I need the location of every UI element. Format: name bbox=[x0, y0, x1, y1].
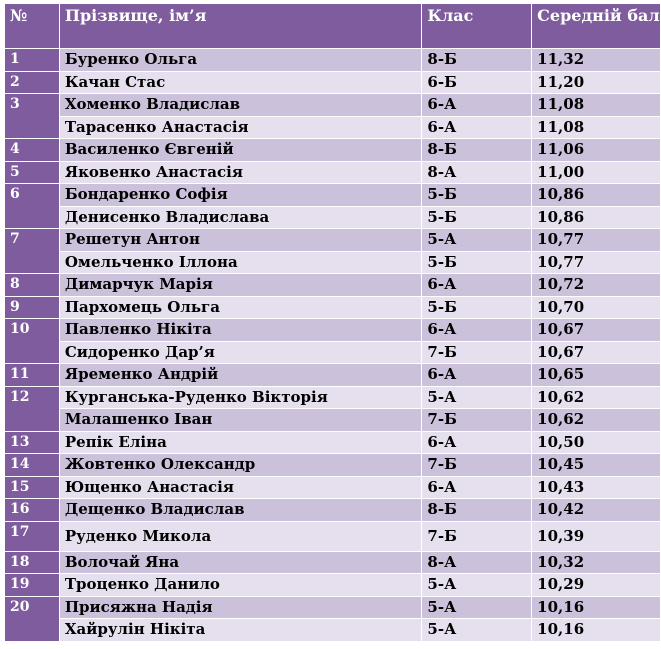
rank-cell: 10 bbox=[5, 319, 60, 364]
table-row bbox=[5, 229, 661, 252]
class-cell: 8-А bbox=[422, 161, 532, 184]
ranking-table bbox=[4, 3, 661, 642]
score-cell: 10,67 bbox=[532, 319, 661, 342]
class-cell: 7-Б bbox=[422, 521, 532, 551]
class-cell: 6-А bbox=[422, 476, 532, 499]
student-name-cell: Яременко Андрій bbox=[59, 364, 422, 387]
table-row bbox=[5, 184, 661, 207]
class-cell: 7-Б bbox=[422, 341, 532, 364]
class-cell: 8-Б bbox=[422, 49, 532, 72]
rank-cell: 8 bbox=[5, 274, 60, 297]
table-row bbox=[5, 386, 661, 409]
student-name-cell: Малашенко Іван bbox=[59, 409, 422, 432]
class-cell: 6-А bbox=[422, 319, 532, 342]
student-name-cell: Присяжна Надія bbox=[59, 596, 422, 619]
student-name-cell: Качан Стас bbox=[59, 71, 422, 94]
student-name-cell: Димарчук Марія bbox=[59, 274, 422, 297]
student-name-cell: Жовтенко Олександр bbox=[59, 454, 422, 477]
rank-cell: 3 bbox=[5, 94, 60, 139]
rank-cell: 17 bbox=[5, 521, 60, 551]
rank-cell: 14 bbox=[5, 454, 60, 477]
rank-cell: 9 bbox=[5, 296, 60, 319]
class-cell: 5-А bbox=[422, 386, 532, 409]
score-cell: 10,45 bbox=[532, 454, 661, 477]
score-cell: 10,86 bbox=[532, 184, 661, 207]
rank-cell: 15 bbox=[5, 476, 60, 499]
class-cell: 7-Б bbox=[422, 409, 532, 432]
student-name-cell: Пархомець Ольга bbox=[59, 296, 422, 319]
class-cell: 5-А bbox=[422, 229, 532, 252]
table-row bbox=[5, 364, 661, 387]
table-row bbox=[5, 521, 661, 551]
score-cell: 10,86 bbox=[532, 206, 661, 229]
table-row bbox=[5, 274, 661, 297]
student-name-cell: Буренко Ольга bbox=[59, 49, 422, 72]
score-cell: 11,20 bbox=[532, 71, 661, 94]
class-cell: 8-А bbox=[422, 551, 532, 574]
table-row bbox=[5, 161, 661, 184]
score-cell: 10,50 bbox=[532, 431, 661, 454]
student-name-cell: Решетун Антон bbox=[59, 229, 422, 252]
score-cell: 11,08 bbox=[532, 94, 661, 117]
class-cell: 5-Б bbox=[422, 206, 532, 229]
student-name-cell: Василенко Євгеній bbox=[59, 139, 422, 162]
student-name-cell: Репік Еліна bbox=[59, 431, 422, 454]
rank-cell: 12 bbox=[5, 386, 60, 431]
rank-cell: 19 bbox=[5, 574, 60, 597]
class-cell: 6-Б bbox=[422, 71, 532, 94]
score-cell: 10,72 bbox=[532, 274, 661, 297]
class-cell: 7-Б bbox=[422, 454, 532, 477]
student-name-cell: Ющенко Анастасія bbox=[59, 476, 422, 499]
class-cell: 8-Б bbox=[422, 499, 532, 522]
score-cell: 10,77 bbox=[532, 251, 661, 274]
student-name-cell: Хоменко Владислав bbox=[59, 94, 422, 117]
score-cell: 10,16 bbox=[532, 619, 661, 642]
student-name-cell: Павленко Нікіта bbox=[59, 319, 422, 342]
student-name-cell: Хайрулін Нікіта bbox=[59, 619, 422, 642]
class-cell: 5-А bbox=[422, 574, 532, 597]
table-row bbox=[5, 409, 661, 432]
class-cell: 5-Б bbox=[422, 296, 532, 319]
student-name-cell: Яковенко Анастасія bbox=[59, 161, 422, 184]
student-name-cell: Тарасенко Анастасія bbox=[59, 116, 422, 139]
score-cell: 10,62 bbox=[532, 409, 661, 432]
header-score: Середній бал bbox=[532, 4, 661, 49]
class-cell: 5-Б bbox=[422, 251, 532, 274]
rank-cell: 1 bbox=[5, 49, 60, 72]
table-row bbox=[5, 551, 661, 574]
table-row bbox=[5, 454, 661, 477]
class-cell: 5-А bbox=[422, 619, 532, 642]
header-name: Прізвище, ім’я bbox=[59, 4, 422, 49]
score-cell: 10,29 bbox=[532, 574, 661, 597]
score-cell: 10,67 bbox=[532, 341, 661, 364]
class-cell: 5-Б bbox=[422, 184, 532, 207]
rank-cell: 7 bbox=[5, 229, 60, 274]
table-row bbox=[5, 341, 661, 364]
table-row bbox=[5, 619, 661, 642]
class-cell: 6-А bbox=[422, 116, 532, 139]
score-cell: 11,06 bbox=[532, 139, 661, 162]
score-cell: 10,43 bbox=[532, 476, 661, 499]
rank-cell: 5 bbox=[5, 161, 60, 184]
rank-cell: 2 bbox=[5, 71, 60, 94]
table-row bbox=[5, 319, 661, 342]
student-name-cell: Троценко Данило bbox=[59, 574, 422, 597]
score-cell: 11,32 bbox=[532, 49, 661, 72]
header-class: Клас bbox=[422, 4, 532, 49]
table-row bbox=[5, 476, 661, 499]
student-name-cell: Руденко Микола bbox=[59, 521, 422, 551]
table-row bbox=[5, 574, 661, 597]
student-name-cell: Волочай Яна bbox=[59, 551, 422, 574]
rank-cell: 4 bbox=[5, 139, 60, 162]
score-cell: 10,62 bbox=[532, 386, 661, 409]
score-cell: 10,42 bbox=[532, 499, 661, 522]
score-cell: 10,16 bbox=[532, 596, 661, 619]
class-cell: 6-А bbox=[422, 431, 532, 454]
student-name-cell: Дещенко Владислав bbox=[59, 499, 422, 522]
class-cell: 8-Б bbox=[422, 139, 532, 162]
rank-cell: 13 bbox=[5, 431, 60, 454]
table-row bbox=[5, 206, 661, 229]
student-name-cell: Бондаренко Софія bbox=[59, 184, 422, 207]
table-row bbox=[5, 251, 661, 274]
table-row bbox=[5, 94, 661, 117]
score-cell: 10,32 bbox=[532, 551, 661, 574]
rank-cell: 20 bbox=[5, 596, 60, 641]
class-cell: 6-А bbox=[422, 94, 532, 117]
score-cell: 10,65 bbox=[532, 364, 661, 387]
student-name-cell: Сидоренко Дар’я bbox=[59, 341, 422, 364]
score-cell: 11,00 bbox=[532, 161, 661, 184]
rank-cell: 18 bbox=[5, 551, 60, 574]
class-cell: 5-А bbox=[422, 596, 532, 619]
rank-cell: 6 bbox=[5, 184, 60, 229]
table-row bbox=[5, 596, 661, 619]
table-row bbox=[5, 139, 661, 162]
table-row bbox=[5, 71, 661, 94]
student-name-cell: Курганська-Руденко Вікторія bbox=[59, 386, 422, 409]
student-name-cell: Денисенко Владислава bbox=[59, 206, 422, 229]
header-row bbox=[5, 4, 661, 49]
table-row bbox=[5, 116, 661, 139]
student-name-cell: Омельченко Іллона bbox=[59, 251, 422, 274]
class-cell: 6-А bbox=[422, 364, 532, 387]
header-num: № bbox=[5, 4, 60, 49]
score-cell: 10,39 bbox=[532, 521, 661, 551]
ranking-table-body bbox=[5, 4, 661, 642]
table-row bbox=[5, 431, 661, 454]
score-cell: 11,08 bbox=[532, 116, 661, 139]
score-cell: 10,77 bbox=[532, 229, 661, 252]
rank-cell: 16 bbox=[5, 499, 60, 522]
table-row bbox=[5, 49, 661, 72]
table-row bbox=[5, 499, 661, 522]
score-cell: 10,70 bbox=[532, 296, 661, 319]
table-row bbox=[5, 296, 661, 319]
class-cell: 6-А bbox=[422, 274, 532, 297]
rank-cell: 11 bbox=[5, 364, 60, 387]
